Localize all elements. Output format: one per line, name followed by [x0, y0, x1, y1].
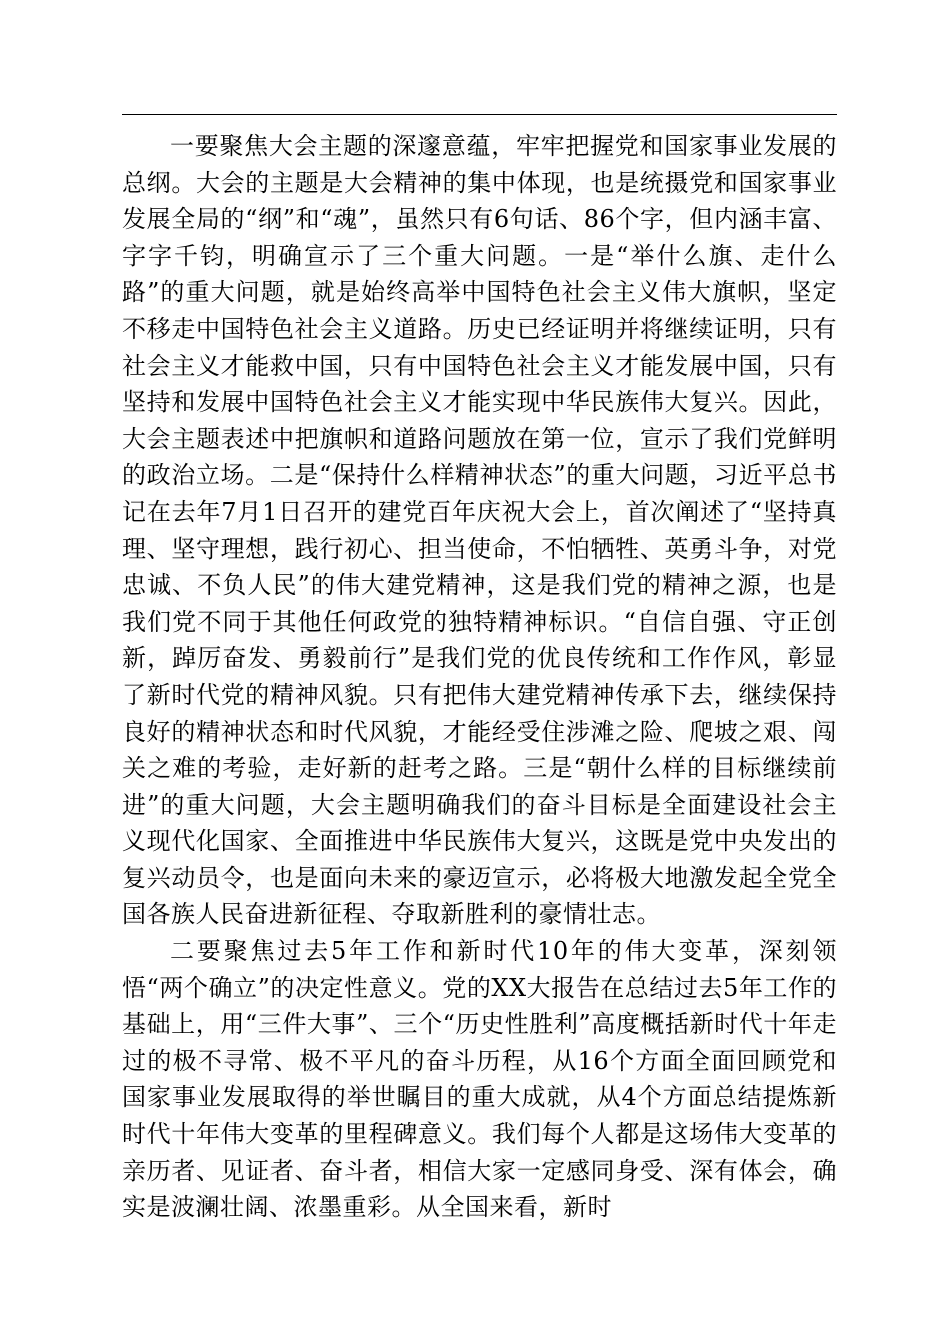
paragraph-1: 一要聚焦大会主题的深邃意蕴，牢牢把握党和国家事业发展的总纲。大会的主题是大会精神的集中体现，也是统摄党和国家事业发展全局的“纲”和“魂”，虽然只有6句话、86个字，但内涵丰富、字字千钧，明确宣示了三个重大问题。一是“举什么旗、走什么路”的重大问题，就是始终高举中国特色社会主义伟大旗帜，坚定不移走中国特色社会主义道路。历史已经证明并将继续证明，只有社会主义才能救中国，只有中国特色社会主义才能发展中国，只有坚持和发展中国特色社会主义才能实现中华民族伟大复兴。因此，大会主题表述中把旗帜和道路问题放在第一位，宣示了我们党鲜明的政治立场。二是“保持什么样精神状态”的重大问题，习近平总书记在去年7月1日召开的建党百年庆祝大会上，首次阐述了“坚持真理、坚守理想，践行初心、担当使命，不怕牺牲、英勇斗争，对党忠诚、不负人民”的伟大建党精神，这是我们党的精神之源，也是我们党不同于其他任何政党的独特精神标识。“自信自强、守正创新，踔厉奋发、勇毅前行”是我们党的优良传统和工作作风，彰显了新时代党的精神风貌。只有把伟大建党精神传承下去，继续保持良好的精神状态和时代风貌，才能经受住涉滩之险、爬坡之艰、闯关之难的考验，走好新的赶考之路。三是“朝什么样的目标继续前进”的重大问题，大会主题明确我们的奋斗目标是全面建设社会主义现代化国家、全面推进中华民族伟大复兴，这既是党中央发出的复兴动员令，也是面向未来的豪迈宣示，必将极大地激发起全党全国各族人民奋进新征程、夺取新胜利的豪情壮志。	[122, 132, 837, 929]
header-rule	[122, 114, 837, 115]
paragraph-2: 二要聚焦过去5年工作和新时代10年的伟大变革，深刻领悟“两个确立”的决定性意义。党的XX大报告在总结过去5年工作的基础上，用“三件大事”、三个“历史性胜利”高度概括新时代十年走过的极不寻常、极不平凡的奋斗历程，从16个方面全面回顾党和国家事业发展取得的举世瞩目的重大成就，从4个方面总结提炼新时代十年伟大变革的里程碑意义。我们每个人都是这场伟大变革的亲历者、见证者、奋斗者，相信大家一定感同身受、深有体会，确实是波澜壮阔、浓墨重彩。从全国来看，新时	[122, 937, 837, 1222]
body-text	[122, 128, 837, 1226]
